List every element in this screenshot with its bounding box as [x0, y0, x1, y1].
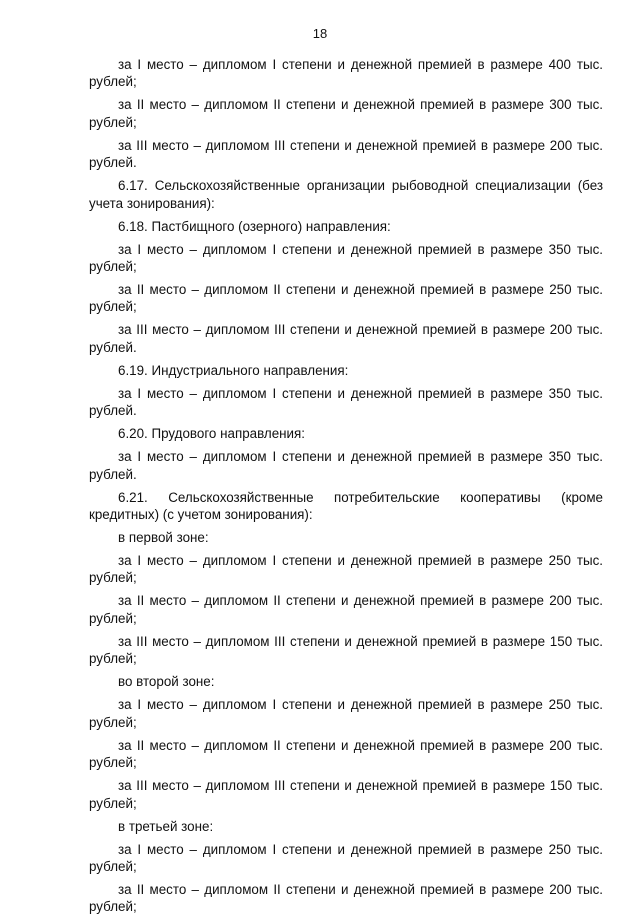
paragraph: за III место – дипломом III степени и денежной премией в размере 200 тыс. рублей. [89, 322, 603, 355]
paragraph: за I место – дипломом I степени и денежной премией в размере 250 тыс. рублей; [89, 841, 603, 874]
paragraph: за II место – дипломом II степени и денежной премией в размере 300 тыс. рублей; [89, 97, 603, 130]
paragraph: за I место – дипломом I степени и денежной премией в размере 350 тыс. рублей; [89, 241, 603, 275]
document-body [89, 56, 603, 921]
paragraph: за I место – дипломом I степени и денежной премией в размере 250 тыс. рублей; [89, 553, 603, 586]
paragraph: за III место – дипломом III степени и денежной премией в размере 150 тыс. рублей; [89, 778, 603, 811]
paragraph: за I место – дипломом I степени и денежной премией в размере 250 тыс. рублей; [89, 697, 603, 730]
paragraph: за I место – дипломом I степени и денежной премией в размере 350 тыс. рублей. [89, 449, 603, 482]
zone-heading-second: во второй зоне: [118, 674, 215, 690]
paragraph: за I место – дипломом I степени и денежной премией в размере 400 тыс. рублей; [89, 57, 603, 90]
paragraph: за I место – дипломом I степени и денежной премией в размере 350 тыс. рублей. [89, 385, 603, 419]
paragraph: за III место – дипломом III степени и денежной премией в размере 200 тыс. рублей. [89, 137, 603, 171]
paragraph: за II место – дипломом II степени и денежной премией в размере 200 тыс. рублей; [89, 593, 603, 626]
section-heading-6-19: 6.19. Индустриального направления: [118, 362, 349, 378]
zone-heading-third: в третьей зоне: [118, 818, 214, 834]
paragraph: за II место – дипломом II степени и денежной премией в размере 200 тыс. рублей; [89, 737, 603, 771]
zone-heading-first: в первой зоне: [118, 530, 209, 546]
section-heading-6-20: 6.20. Прудового направления: [118, 426, 306, 442]
paragraph: за II место – дипломом II степени и денежной премией в размере 200 тыс. рублей; [89, 881, 603, 915]
section-heading-6-18: 6.18. Пастбищного (озерного) направления: [118, 218, 391, 234]
section-heading-6-21: 6.21. Сельскохозяйственные потребительские кооперативы (кроме кредитных) (с учетом зонирования): [89, 489, 603, 523]
section-heading-6-17: 6.17. Сельскохозяйственные организации рыбоводной специализации (без учета зонирования): [89, 178, 603, 211]
paragraph: за II место – дипломом II степени и денежной премией в размере 250 тыс. рублей; [89, 282, 603, 315]
paragraph: за III место – дипломом III степени и денежной премией в размере 150 тыс. рублей; [89, 633, 603, 667]
page-number: 18 [312, 26, 328, 41]
